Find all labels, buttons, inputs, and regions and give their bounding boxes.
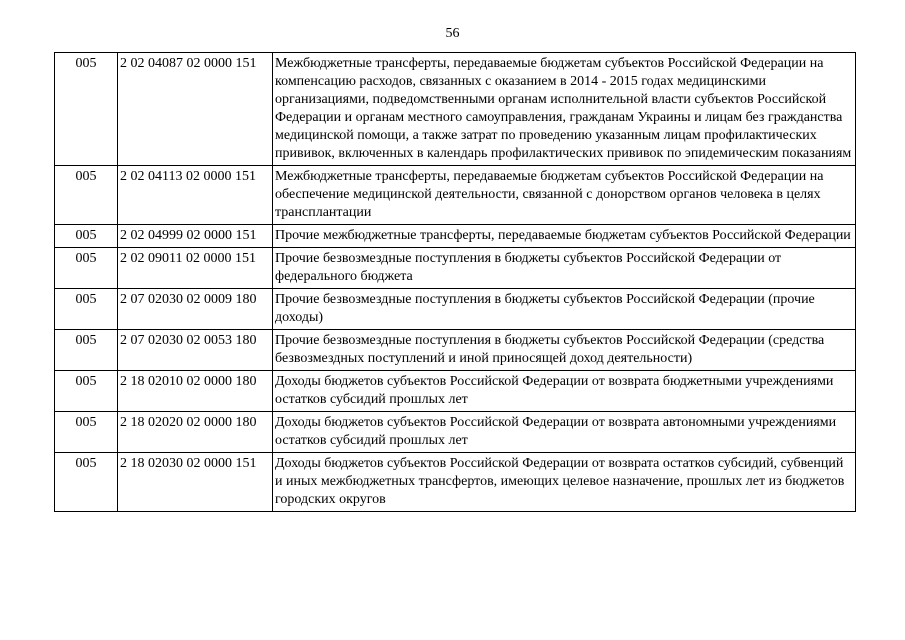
admin-code-cell: 005 <box>55 53 118 166</box>
table-row <box>55 453 856 512</box>
admin-code-cell: 005 <box>55 248 118 289</box>
revenue-code-cell: 2 18 02030 02 0000 151 <box>118 453 273 512</box>
revenue-code-cell: 2 18 02010 02 0000 180 <box>118 371 273 412</box>
revenue-code-cell: 2 02 09011 02 0000 151 <box>118 248 273 289</box>
revenue-name-cell: Доходы бюджетов субъектов Российской Федерации от возврата автономными учреждениями остатков субсидий прошлых лет <box>273 412 856 453</box>
table-row <box>55 289 856 330</box>
revenue-code-cell: 2 18 02020 02 0000 180 <box>118 412 273 453</box>
page-number: 56 <box>445 26 460 41</box>
admin-code-cell: 005 <box>55 166 118 225</box>
admin-code-cell: 005 <box>55 330 118 371</box>
admin-code-cell: 005 <box>55 289 118 330</box>
revenue-name-cell: Прочие межбюджетные трансферты, передаваемые бюджетам субъектов Российской Федерации <box>273 225 856 248</box>
table-row <box>55 412 856 453</box>
revenue-code-cell: 2 02 04999 02 0000 151 <box>118 225 273 248</box>
revenue-name-cell: Межбюджетные трансферты, передаваемые бюджетам субъектов Российской Федерации на компенсацию расходов, связанных с оказанием в 2014 - 2015 годах медицинскими организациями, подведомственными органам исполнительной власти субъектов Российской Федерации и органам местного самоуправления, гражданам Украины и лицам без гражданства медицинской помощи, а также затрат по проведению указанным лицам профилактических прививок, включенных в календарь профилактических прививок по эпидемическим показаниям <box>273 53 856 166</box>
table-row <box>55 371 856 412</box>
table-row <box>55 166 856 225</box>
revenue-name-cell: Прочие безвозмездные поступления в бюджеты субъектов Российской Федерации (прочие доходы) <box>273 289 856 330</box>
budget-revenue-table <box>54 52 856 512</box>
revenue-name-cell: Доходы бюджетов субъектов Российской Федерации от возврата остатков субсидий, субвенций и иных межбюджетных трансфертов, имеющих целевое назначение, прошлых лет из бюджетов городских округов <box>273 453 856 512</box>
table-row <box>55 330 856 371</box>
admin-code-cell: 005 <box>55 225 118 248</box>
revenue-name-cell: Доходы бюджетов субъектов Российской Федерации от возврата бюджетными учреждениями остатков субсидий прошлых лет <box>273 371 856 412</box>
revenue-code-cell: 2 02 04113 02 0000 151 <box>118 166 273 225</box>
admin-code-cell: 005 <box>55 371 118 412</box>
admin-code-cell: 005 <box>55 412 118 453</box>
table-row <box>55 225 856 248</box>
admin-code-cell: 005 <box>55 453 118 512</box>
revenue-name-cell: Межбюджетные трансферты, передаваемые бюджетам субъектов Российской Федерации на обеспечение медицинской деятельности, связанной с донорством органов человека в целях трансплантации <box>273 166 856 225</box>
revenue-name-cell: Прочие безвозмездные поступления в бюджеты субъектов Российской Федерации (средства безвозмездных поступлений и иной приносящей доход деятельности) <box>273 330 856 371</box>
revenue-code-cell: 2 07 02030 02 0009 180 <box>118 289 273 330</box>
revenue-code-cell: 2 07 02030 02 0053 180 <box>118 330 273 371</box>
table-row <box>55 53 856 166</box>
revenue-code-cell: 2 02 04087 02 0000 151 <box>118 53 273 166</box>
table-row <box>55 248 856 289</box>
revenue-name-cell: Прочие безвозмездные поступления в бюджеты субъектов Российской Федерации от федерального бюджета <box>273 248 856 289</box>
